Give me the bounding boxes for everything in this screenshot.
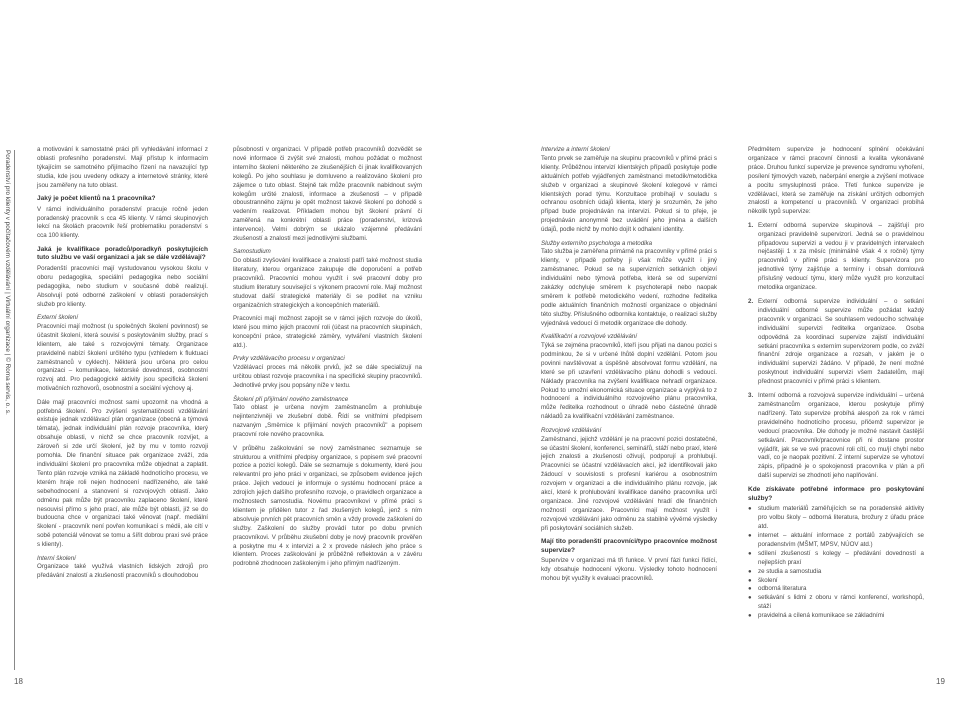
subheading: Služby externího psychologa a metodika: [541, 239, 653, 247]
paragraph: Organizace také využívá vlastních lidských zdrojů pro předávání znalostí a zkušeností pracovníků s dlouhodobou: [37, 563, 208, 580]
subheading: Samostudium: [233, 248, 271, 256]
subheading: Rozvojové vzdělávání: [541, 426, 602, 434]
subheading: Školení při přijímání nového zaměstnance: [233, 395, 349, 403]
subheading: Prvky vzdělávacího procesu v organizaci: [233, 355, 345, 363]
section-heading: Jaký je počet klientů na 1 pracovníka?: [37, 195, 156, 203]
paragraph: Tato služba je zaměřena primárně na pracovníky v přímé práci s klienty, v případě potřeby ji však může využít i jiný zaměstnanec. Pokud se na supervizních setkáních objeví individuální nebo týmová potřeba, která se od supervizní zakázky odchyluje směrem k psychoterapii nebo naopak směrem k potřebě metodického vedení, rozhodne ředitelka podle aktuálních finančních možností organizace o objednání této služby. Příslušného odborníka kontaktuje, o realizaci služby vyjednává vedoucí či metodik organizace dle dohody.: [541, 248, 717, 327]
paragraph: působností v organizaci. V případě potřeb pracovníků dozvědět se nové informace či zvýšit své znalosti, mohou požádat o možnost interního školení některého ze zkušenějších či jinak kvalifikovaných kolegů. Po jeho souhlasu je domluveno a realizováno školení pro zájemce o tuto oblast. Stejně tak může pracovník nabídnout svým kolegům určité znalosti, informace a zkušenosti – v případě oboustranného zájmu je opět možnost takové školení po dohodě s vedením realizovat. Příkladem mohou být školení právní či zaměřená na konkrétní oblasti práce (poradenství, krizová intervence). Velmi dobrým se ukázalo vzájemné předávání zkušeností a znalostí mezi jednotlivými službami.: [233, 146, 422, 243]
paragraph: Supervize v organizaci má tři funkce. V první fázi funkci řídící, kdy obsahuje hodnocení výkonu. Výsledky tohoto hodnocení mohou být využity k evaluaci pracovníků.: [541, 557, 717, 583]
list-item: 3. Interní odborná a rozvojová supervize individuální – určená zaměstnancům organizace, kterou poskytuje přímý nadřízený. Tato supervize probíhá alespoň za rok v rámci pravidelného hodnotícího procesu, přičemž supervizor je vedoucí pracovníka. Dle dohody je možné nastavit častější setkávání. Pracovník/pracovnice při ni dostane prostor vyjádřit, jak se ve své pracovní roli cítí, co mu/jí chybí nebo vadí, co je naopak pozitivní. Z interní supervize se vyhotoví zápis, případně je o spokojenosti pracovníka v plán a při další supervizi se zhodnotí jeho naplňování.: [748, 392, 924, 480]
supervision-types-list: [748, 222, 924, 481]
running-title-text: Poradenství pro klienty v počítačovém vzdělávání | Virtuální organizace | © Roma servis, o. s.: [4, 150, 11, 415]
vertical-divider: [14, 150, 15, 670]
column-1: [37, 146, 208, 586]
section-heading: Mají tito poradenští pracovníci/typo pracovníce možnost supervize?: [541, 538, 717, 554]
paragraph: V rámci individuálního poradenství pracuje ročně jeden poradenský pracovník s cca 45 klienty. V rámci skupinových lekcí na školách pracovník řeší problematiku poradenství s cca 100 klienty.: [37, 205, 208, 240]
column-3: [541, 146, 717, 588]
bullet-list: [748, 505, 924, 621]
subheading: Externí školení: [37, 313, 78, 321]
subheading: Interní školení: [37, 554, 76, 562]
paragraph: Do oblasti zvyšování kvalifikace a znalostí patří také možnost studia literatury, kterou organizace zakupuje dle doporučení a potřeb pracovníků. Pracovníci mohou využít i své pracovní doby pro studium literatury související s výkonem pracovní role. Mají možnost studovat další strategické materiály či se podílet na vzniku organizačních strategických a koncepčních materiálů.: [233, 257, 422, 309]
section-heading: Kde získávate potřebné informace pro poskytování služby?: [748, 486, 924, 502]
paragraph: Tento prvek se zaměřuje na skupinu pracovníků v přímé práci s klienty. Průběžnou intervizí klientských případů poskytuje podle aktuálních potřeb vyjádřených zaměstnanci metodik/metodička služeb v organizaci a skupinové školení kolegové v rámci klientských porad týmu. Konzultace probíhají v souladu s ochranou osobních údajů klienta, který je srozuměn, že jeho případ bude projednáván na intervizi. Pokud si to přeje, je projednáván anonymně bez uvádění jeho jména a dalších údajů, podle nichž by mohlo dojít k odhalení identity.: [541, 154, 717, 234]
list-item: ● odborná literatura: [748, 585, 924, 594]
page-number-left: 18: [14, 677, 23, 686]
subheading: Kvalifikační a rozvojové vzdělávání: [541, 333, 637, 341]
paragraph: Zaměstnanci, jejichž vzdělání je na pracovní pozici dostatečné, se účastní školení, konferencí, seminářů, stáží nebo praxí, které jejich znalosti a zkušenosti oživují, podporují a prohlubují. Pracovníci se účastní vzdělávacích akcí, jež identifikovali jako žádoucí v souvislosti s profesní kariérou a osobnostním rozvojem v organizaci a dle individuálního plánu rozvoje, jak akcí, které k prohlubování kvalifikace daného pracovníka určí organizace. Jiné rozvojové vzdělávání hradí dle finančních možností organizace. Pracovníci mají možnost využít i rozvojové vzdělávání jako odměnu za stabilně vývěrné výsledky při poskytování sociálních služeb.: [541, 435, 717, 532]
list-item: ● setkávání s lidmi z oboru v rámci konferencí, workshopů, stáží: [748, 594, 924, 612]
running-title: [2, 150, 12, 670]
list-item: ● internet – aktuální informace z portálů zabývajících se poradenstvím (MŠMT, MPSV, NÚOV atd.): [748, 532, 924, 550]
paragraph: Pracovníci mají možnost (u společných školení povinnost) se účastnit školení, která souvisí s poskytováním služby, prací s klientem, ale také s rozvojovými tématy. Organizace pravidelně nabízí školení určitého typu (vzhledem k fluktuaci zaměstnanců v cyklech). Některá jsou určena pro celou organizaci – komunikace, lektorské dovednosti, osobnostní rozvoj atd. Pro pedagogické aktivity jsou specifická školení motivačních rozhovorů, osobnostní a sociální výchovy aj.: [37, 322, 208, 393]
list-item: ● sdílení zkušeností s kolegy – předávání dovedností a nejlepších praxí: [748, 550, 924, 568]
list-item: 1. Externí odborná supervize skupinová – zajišťují pro organizaci pravidelně supervizorí. Jedná se o pravidelnou připadovou supervizi a vedou ji v pravidelných intervalech nejčastěji 1 x za měsíc (minimálně však 4 x ročně) týmy pracovníků v přímé práci s klienty. Supervizora pro jednotlivé týmy zajišťuje a termíny i obsah domlouvá příslušný vedoucí týmu, který může využít pro konzultací metodika organizace.: [748, 221, 924, 292]
column-4: [748, 146, 924, 621]
list-item: ● pravidelná a cílená komunikace se základními: [748, 612, 924, 621]
list-item: ● studium materiálů zaměřujících se na poradenské aktivity pro volbu školy – odborná literatura, brožury z úřadu práce atd.: [748, 505, 924, 532]
paragraph: a motivování k samostatné práci při vyhledávání informací z oblasti profesního poradenství. Mají přístup k informacím týkajícím se samotného přijímacího řízení na navazující typ studia, kde jsou uvedeny odkazy a internetové stránky, které jsou zaměřeny na tuto oblast.: [37, 146, 208, 189]
paragraph: Vzdělávací proces má několik prvků, jež se dále specializují na určitou oblast rozvoje pracovníka i na specifické skupiny pracovníků. Jednotlivé prvky jsou popsány níže v textu.: [233, 364, 422, 390]
paragraph: Předmětem supervize je hodnocení splnění očekávání organizace v rámci pracovní činnosti a kvalita vykonávané práce. Druhou funkcí supervize je prevence syndromu vyhoření, posílení týmových vazeb, načerpání energie a zvýšení motivace a pocitu smysluplnosti práce. Třetí funkce supervize je vzdělávací, která se zaměřuje na získání určitých odborných znalostí a kompetencí u pracovníků. V organizaci probíhá několik typů supervize:: [748, 146, 924, 216]
section-heading: Jaká je kvalifikace poradců/poradkyň poskytujících tuto službu ve vaší organizaci a jak se dále vzdělávají?: [37, 245, 208, 262]
list-item: ● ze studia a samostudia: [748, 568, 924, 577]
page-number-right: 19: [936, 677, 945, 686]
subheading: Intervize a interní školení: [541, 146, 610, 153]
paragraph: Týká se zejména pracovníků, kteří jsou přijati na danou pozici s podmínkou, že si v určené lhůtě doplní vzdělání. Potom jsou povinni navštěvovat a úspěšně absolvovat formu vzdělání, na které se při uzavření vzdělávacího plánu dohodli s vedoucí. Náklady pracovníka na zvýšení kvalifikace nehradí organizace. Pokud to umožní ekonomická situace organizace a vyplývá to z hodnocení a individuálního rozvojového plánu pracovníka, může ředitelka rozhodnout o úhradě nebo částečné úhradě nákladů za kvalifikační vzdělávání zaměstnance.: [541, 342, 717, 421]
list-item: 2. Externí odborná supervize individuální – o setkání individuální odborné supervize může požádat každý pracovník v organizaci. Se souhlasem vedoucího schvaluje individuální supervizi ředitelka organizace. Osoba odpovědná za koordinaci supervize zajistí individuální setkání pracovníka s externím supervizorem podle, co zváží finanční zdroje organizace a rozsah, v jakém je o individuální supervizi žádáno. V případě, že není možné poskytnout individuální supervizi všem žadatelům, mají přednost pracovníci v přímé práci s klientem.: [748, 298, 924, 386]
right-page: [480, 0, 960, 704]
paragraph: Pracovníci mají možnost zapojit se v rámci jejich rozvoje do úkolů, které jsou mimo jejich pracovní roli (účast na pracovních skupinách, koncepční práce, strategické záměry, vytváření vlastních školení atd.).: [233, 315, 422, 350]
paragraph: Dále mají pracovníci možnost sami upozornit na vhodná a potřebná školení. Pro zvýšení systematičnosti vzdělávání existuje jednak vzdělávací plán organizace (obecná a týmová témata), jednak individuální plán rozvoje pracovníka, který obsahuje oblasti, v nichž se chce pracovník rozvíjet, a zároveň si zde určí školení, jež by mu v tomto rozvoji pomohla. Dle finanční situace pak organizace zváží, zda individuální školení pro pracovníka může objednat a zaplatit. Tento plán rozvoje vzniká na základě hodnotícího procesu, ve kterém hraje roli nejen hodnocení nadřízeného, ale také sebehodnocení a stanovení si rozvojových oblastí. Jako odměnu pak může být pracovníku zaplaceno školení, které nesouvisí přímo s jeho prací, ale může být oblastí, jíž se do budoucna chce v organizaci také věnovat (např. mediální školení - pracovník není povřen komunikací s médii, ale cítí v sobě potenciál věnovat se tomu a šířit dobrou praxi své práce s klienty).: [37, 398, 208, 549]
paragraph: V průběhu zaškolování se nový zaměstnanec seznamuje se strukturou a vnitřními předpisy organizace, s popisem své pracovní pozice a pozicí kolegů. Dále se seznamuje s dokumenty, které jsou relevantní pro jeho práci v organizaci, se způsobem evidence jejich práce. Jejich vedoucí je informuje o systému hodnocení práce a zdrojích jejich dalšího profesního rozvoje, o pravidlech organizace a možnostech samostudia. Novému pracovníkovi v přímé práci s klientem je přidělen tutor z řad zkušených kolegů, jenž s ním absolvuje prvních pět pracovních směn a vždy provede zaškolení do služby. Zaškolení do služby provádí tutor po dobu prvních pracovníkovi. V průběhu zkušební doby je nový pracovník prověřen a poskytne mu 4 x intervizi a 2 x provede náslech jeho práce s klientem. Proces zaškolování je průběžně reflektován a v závěru podrobně zhodnocen zaškoleným i jeho přímým nadřízeným.: [233, 444, 422, 568]
column-2: [233, 146, 422, 574]
paragraph: Poradenští pracovníci mají vystudovanou vysokou školu v oboru pedagogika, speciální pedagogika nebo sociální pedagogika, nebo studium v současné době realizují. Absolvují poté odborné zaškolení v oblasti poradenských služeb pro klienty.: [37, 264, 208, 308]
paragraph: Tato oblast je určena novým zaměstnancům a prohlubuje nejintenzivněji ve zkušební době. Řídí se vnitřními předpisem nazvaným „Směrnice k přijímání nových pracovníků" a popisem pracovní role nového pracovníka.: [233, 404, 422, 439]
list-item: ● školení: [748, 577, 924, 586]
